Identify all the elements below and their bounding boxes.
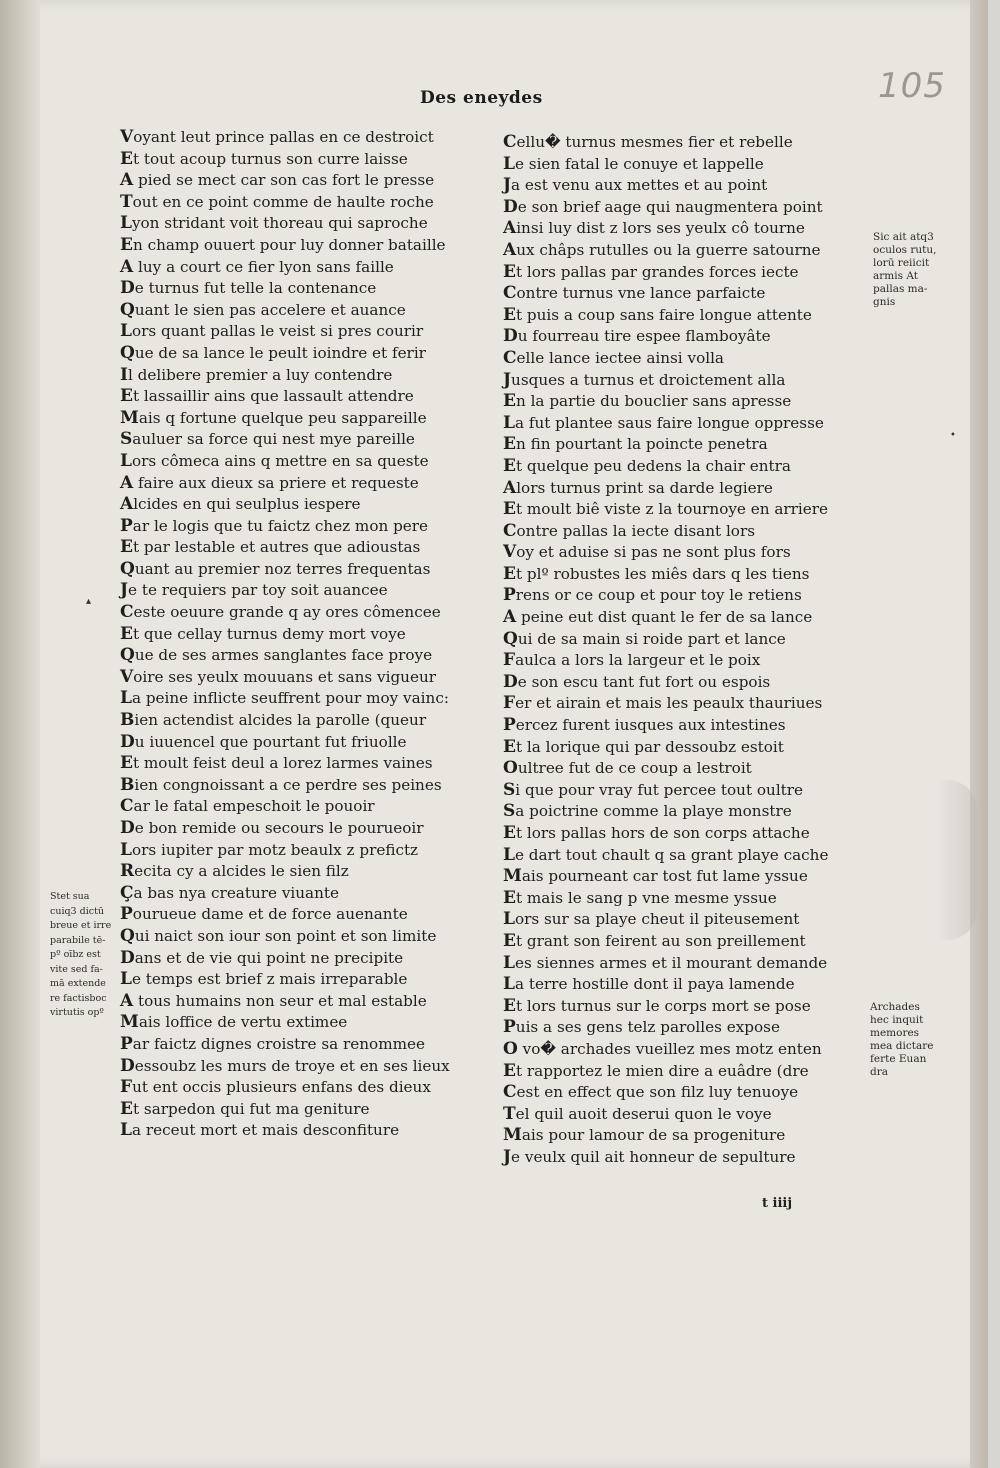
marginal-note-line: oculos rutu, [873, 244, 937, 256]
verse-line: Faulca a lors la largeur et le poix [503, 650, 761, 671]
verse-line: Ainsi luy dist z lors ses yeulx cô tourne [503, 218, 805, 239]
verse-line: Je veulx quil ait honneur de sepulture [503, 1146, 796, 1167]
verse-line: O vo� archades vueillez mes motz enten [503, 1038, 822, 1059]
marginal-note-left [50, 890, 111, 1021]
verse-line: Le sien fatal le conuye et lappelle [503, 153, 764, 174]
verse-line: A faire aux dieux sa priere et requeste [120, 472, 419, 493]
verse-line: Aux châps rutulles ou la guerre satourne [503, 239, 821, 260]
verse-line: La fut plantee saus faire longue oppresse [503, 412, 824, 433]
ink-mark: ▴ [86, 596, 92, 607]
verse-line: Sauluer sa force qui nest mye pareille [120, 429, 415, 450]
marginal-note-line: gnis [873, 296, 896, 308]
verse-line: Et moult biê viste z la tournoye en arriere [503, 499, 829, 520]
verse-line: Quant le sien pas accelere et auance [120, 299, 406, 320]
verse-line: Par faictz dignes croistre sa renommee [120, 1033, 425, 1054]
verse-line: Tel quil auoit deserui quon le voye [503, 1103, 772, 1124]
verse-line: A pied se mect car son cas fort le presse [120, 170, 435, 191]
verse-line: Il delibere premier a luy contendre [120, 364, 393, 385]
verse-line: Et lors turnus sur le corps mort se pose [503, 995, 811, 1016]
text-column-left [120, 127, 450, 1142]
verse-line: Ceste oeuure grande q ay ores cômencee [120, 602, 441, 623]
marginal-note-line: virtutis opº [50, 1007, 104, 1018]
marginal-note-line: lorū reiicit [873, 257, 930, 269]
marginal-note-line: hec inquit [870, 1014, 924, 1026]
verse-line: A peine eut dist quant le fer de sa lance [503, 607, 813, 628]
verse-line: Le temps est brief z mais irreparable [120, 969, 408, 990]
verse-line: A tous humains non seur et mal estable [120, 990, 427, 1011]
verse-line: Et plº robustes les miês dars q les tiens [503, 563, 810, 584]
marginal-note-line: armis At [873, 270, 918, 282]
verse-line: Et quelque peu dedens la chair entra [503, 455, 791, 476]
marginal-note-line: Sic ait atq3 [873, 231, 934, 243]
verse-line: Et puis a coup sans faire longue attente [503, 304, 812, 325]
verse-line: La peine inflicte seuffrent pour moy vainc: [120, 688, 449, 709]
verse-line: Lors quant pallas le veist si pres courir [120, 321, 424, 342]
marginal-note-line: re factisboc [50, 992, 107, 1004]
verse-line: Fut ent occis plusieurs enfans des dieux [120, 1077, 431, 1098]
verse-line: Percez furent iusques aux intestines [503, 715, 786, 736]
folio-number: 105 [878, 66, 946, 106]
verse-line: Que de ses armes sanglantes face proye [120, 645, 433, 666]
marginal-note-line: memores [870, 1027, 920, 1039]
marginal-note-line: mea dictare [870, 1040, 934, 1052]
verse-line: Voy et aduise si pas ne sont plus fors [503, 542, 791, 563]
verse-line: Oultree fut de ce coup a lestroit [503, 758, 752, 779]
verse-line: Les siennes armes et il mourant demande [503, 952, 828, 973]
verse-line: Car le fatal empeschoit le pouoir [120, 796, 375, 817]
verse-line: Et mais le sang p vne mesme yssue [503, 887, 777, 908]
verse-line: Lors sur sa playe cheut il piteusement [503, 909, 800, 930]
verse-line: A luy a court ce fier lyon sans faille [120, 256, 394, 277]
ink-mark: • [950, 430, 956, 441]
verse-line: Mais q fortune quelque peu sappareille [120, 407, 427, 428]
verse-line: Qui de sa main si roide part et lance [503, 628, 786, 649]
verse-line: Et grant son feirent au son preillement [503, 930, 806, 951]
verse-line: Prens or ce coup et pour toy le retiens [503, 585, 802, 606]
verse-line: Pourueue dame et de force auenante [120, 904, 408, 925]
verse-line: Dessoubz les murs de troye et en ses lieux [120, 1055, 450, 1076]
verse-line: Contre pallas la iecte disant lors [503, 520, 756, 541]
verse-line: Lors iupiter par motz beaulx z prefictz [120, 839, 419, 860]
verse-line: Du iuuencel que pourtant fut friuolle [120, 731, 407, 752]
verse-line: Et lors pallas hors de son corps attache [503, 823, 810, 843]
page-clip-shadow [935, 780, 977, 940]
verse-line: Bien actendist alcides la parolle (queur [120, 710, 427, 731]
marginal-note-line: mā extende [50, 978, 106, 989]
marginal-note-right-bottom [870, 1001, 933, 1079]
verse-line: Recita cy a alcides le sien filz [120, 861, 349, 882]
verse-line: Par le logis que tu faictz chez mon pere [120, 515, 429, 536]
verse-line: Et rapportez le mien dire a euâdre (dre [503, 1060, 809, 1081]
verse-line: De son brief aage qui naugmentera point [503, 196, 823, 217]
verse-line: Et sarpedon qui fut ma geniture [120, 1098, 370, 1119]
verse-line: Ja est venu aux mettes et au point [503, 175, 768, 196]
verse-line: Et tout acoup turnus son curre laisse [120, 148, 408, 169]
verse-line: Contre turnus vne lance parfaicte [503, 283, 766, 304]
verse-line: Et la lorique qui par dessoubz estoit [503, 736, 784, 757]
verse-line: Si que pour vray fut percee tout oultre [503, 779, 804, 800]
marginal-note-line: ferte Euan [870, 1053, 927, 1065]
verse-line: Jusques a turnus et droictement alla [503, 369, 786, 390]
verse-line: Que de sa lance le peult ioindre et ferir [120, 342, 426, 363]
verse-line: Sa poictrine comme la playe monstre [503, 801, 792, 822]
running-header: Des eneydes [420, 88, 543, 108]
verse-line: Ça bas nya creature viuante [120, 882, 339, 903]
verse-line: La terre hostille dont il paya lamende [503, 974, 795, 995]
verse-line: Mais pour lamour de sa progeniture [503, 1125, 786, 1146]
verse-line: Lyon stridant voit thoreau qui saproche [120, 213, 428, 234]
marginal-note-line: pº oībz est [50, 949, 101, 960]
marginal-note-line: breue et irre [50, 920, 112, 931]
marginal-note-line: parabile tē- [50, 934, 106, 946]
verse-line: De turnus fut telle la contenance [120, 278, 377, 299]
text-column-right [503, 132, 828, 1169]
marginal-note-line: cuiq3 dictū [50, 905, 104, 917]
verse-line: Mais loffice de vertu extimee [120, 1012, 348, 1033]
marginal-note-line: dra [870, 1066, 889, 1078]
verse-line: De bon remide ou secours le pourueoir [120, 818, 424, 838]
marginal-note-line: pallas ma- [873, 283, 928, 295]
verse-line: En la partie du bouclier sans apresse [503, 391, 792, 412]
verse-line: Voire ses yeulx mouuans et sans vigueur [120, 666, 436, 687]
verse-line: En fin pourtant la poincte penetra [503, 434, 768, 455]
verse-line: Voyant leut prince pallas en ce destroict [120, 127, 434, 147]
verse-line: De son escu tant fut fort ou espois [503, 671, 771, 692]
verse-line: Fer et airain et mais les peaulx thauriues [503, 693, 823, 714]
verse-line: Et lassaillir ains que lassault attendre [120, 386, 414, 407]
verse-line: Et lors pallas par grandes forces iecte [503, 261, 799, 282]
verse-line: Qui naict son iour son point et son limite [120, 925, 437, 946]
verse-line: Quant au premier noz terres frequentas [120, 558, 431, 579]
verse-line: Cest en effect que son filz luy tenuoye [503, 1082, 799, 1103]
verse-line: Cellu� turnus mesmes fier et rebelle [503, 132, 793, 152]
verse-line: Mais pourneant car tost fut lame yssue [503, 866, 808, 887]
verse-line: Et moult feist deul a lorez larmes vaines [120, 753, 433, 774]
verse-line: Dans et de vie qui point ne precipite [120, 947, 404, 968]
verse-line: Puis a ses gens telz parolles expose [503, 1017, 780, 1038]
verse-line: La receut mort et mais desconfiture [120, 1120, 400, 1141]
verse-line: Le dart tout chault q sa grant playe cache [503, 844, 829, 865]
verse-line: Je te requiers par toy soit auancee [120, 580, 388, 601]
marginal-note-line: Archades [870, 1001, 920, 1013]
verse-line: Du fourreau tire espee flamboyâte [503, 326, 771, 347]
signature-mark: t iiij [762, 1196, 793, 1211]
verse-line: Alcides en qui seulplus iespere [120, 494, 361, 515]
page-edge [970, 0, 988, 1468]
verse-line: Bien congnoissant a ce perdre ses peines [120, 774, 442, 795]
verse-line: En champ ouuert pour luy donner bataille [120, 234, 446, 255]
marginal-note-line: Stet sua [50, 891, 90, 902]
verse-line: Et par lestable et autres que adioustas [120, 537, 421, 558]
verse-line: Tout en ce point comme de haulte roche [120, 191, 434, 212]
marginal-note-line: vite sed fa- [50, 963, 103, 975]
verse-line: Alors turnus print sa darde legiere [503, 477, 773, 498]
binding-gutter [0, 0, 40, 1468]
verse-line: Lors cômeca ains q mettre en sa queste [120, 450, 429, 471]
marginal-note-right-top [873, 231, 936, 309]
verse-line: Et que cellay turnus demy mort voye [120, 623, 406, 644]
verse-line: Celle lance iectee ainsi volla [503, 347, 724, 368]
